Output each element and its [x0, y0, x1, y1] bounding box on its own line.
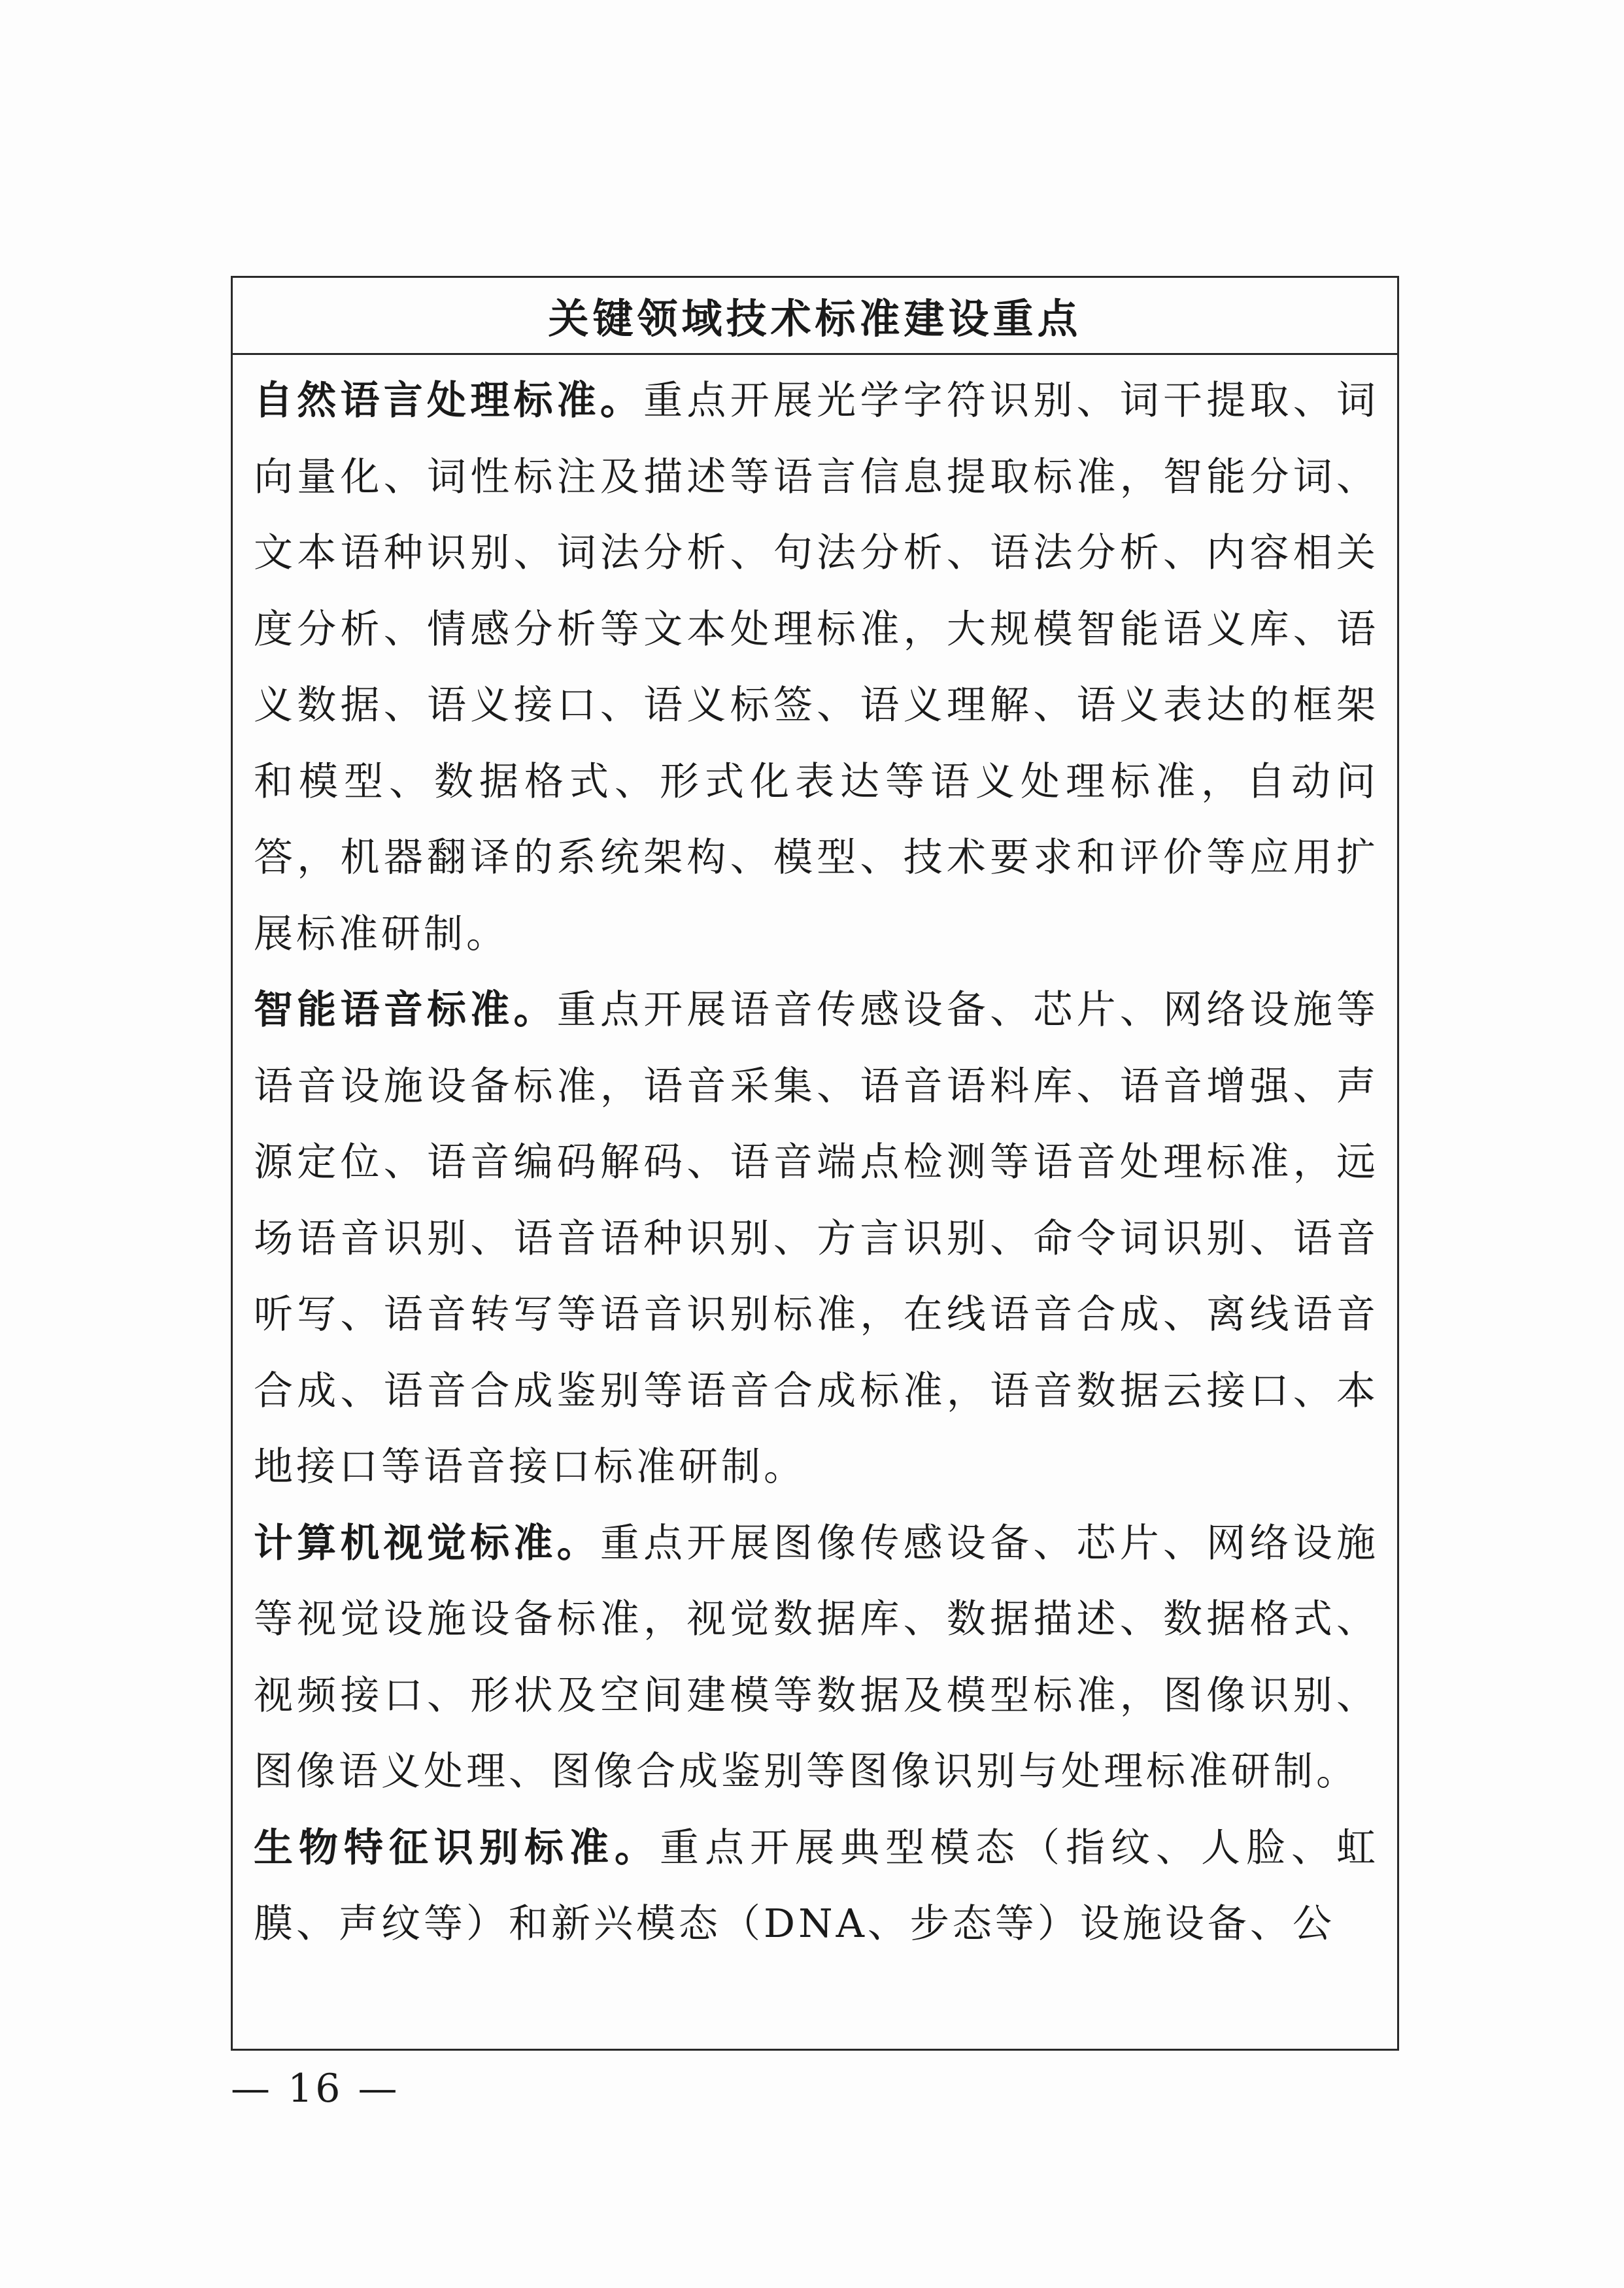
section-body-vision: 重点开展图像传感设备、芯片、网络设施等视觉设施设备标准，视觉数据库、数据描述、数据格式、视频接口、形状及空间建模等数据及模型标准，图像识别、图像语义处理、图像合成鉴别等图像识别与处理标准研制。: [254, 1520, 1379, 1794]
table-header-row: [233, 278, 1397, 355]
section-biometrics: [254, 1810, 1379, 1962]
key-areas-table: [231, 276, 1399, 2051]
table-body: [233, 355, 1397, 1962]
section-heading-biometrics: 生物特征识别标准。: [254, 1825, 660, 1871]
section-heading-vision: 计算机视觉标准。: [254, 1520, 600, 1566]
section-heading-speech: 智能语音标准。: [254, 987, 557, 1033]
section-body-biometrics: 重点开展典型模态（指纹、人脸、虹膜、声纹等）和新兴模态（DNA、步态等）设施设备、公: [254, 1825, 1379, 1947]
section-body-speech: 重点开展语音传感设备、芯片、网络设施等语音设施设备标准，语音采集、语音语料库、语音增强、声源定位、语音编码解码、语音端点检测等语音处理标准，远场语音识别、语音语种识别、方言识别、命令词识别、语音听写、语音转写等语音识别标准，在线语音合成、离线语音合成、语音合成鉴别等语音合成标准，语音数据云接口、本地接口等语音接口标准研制。: [254, 987, 1379, 1490]
section-nlp: [254, 363, 1379, 972]
section-speech: [254, 972, 1379, 1506]
section-vision: [254, 1506, 1379, 1810]
page-number: — 16 —: [231, 2066, 400, 2111]
table-header: 关键领域技术标准建设重点: [548, 295, 1082, 343]
section-heading-nlp: 自然语言处理标准。: [254, 378, 644, 424]
section-body-nlp: 重点开展光学字符识别、词干提取、词向量化、词性标注及描述等语言信息提取标准，智能分词、文本语种识别、词法分析、句法分析、语法分析、内容相关度分析、情感分析等文本处理标准，大规模智能语义库、语义数据、语义接口、语义标签、语义理解、语义表达的框架和模型、数据格式、形式化表达等语义处理标准，自动问答，机器翻译的系统架构、模型、技术要求和评价等应用扩展标准研制。: [254, 378, 1379, 957]
